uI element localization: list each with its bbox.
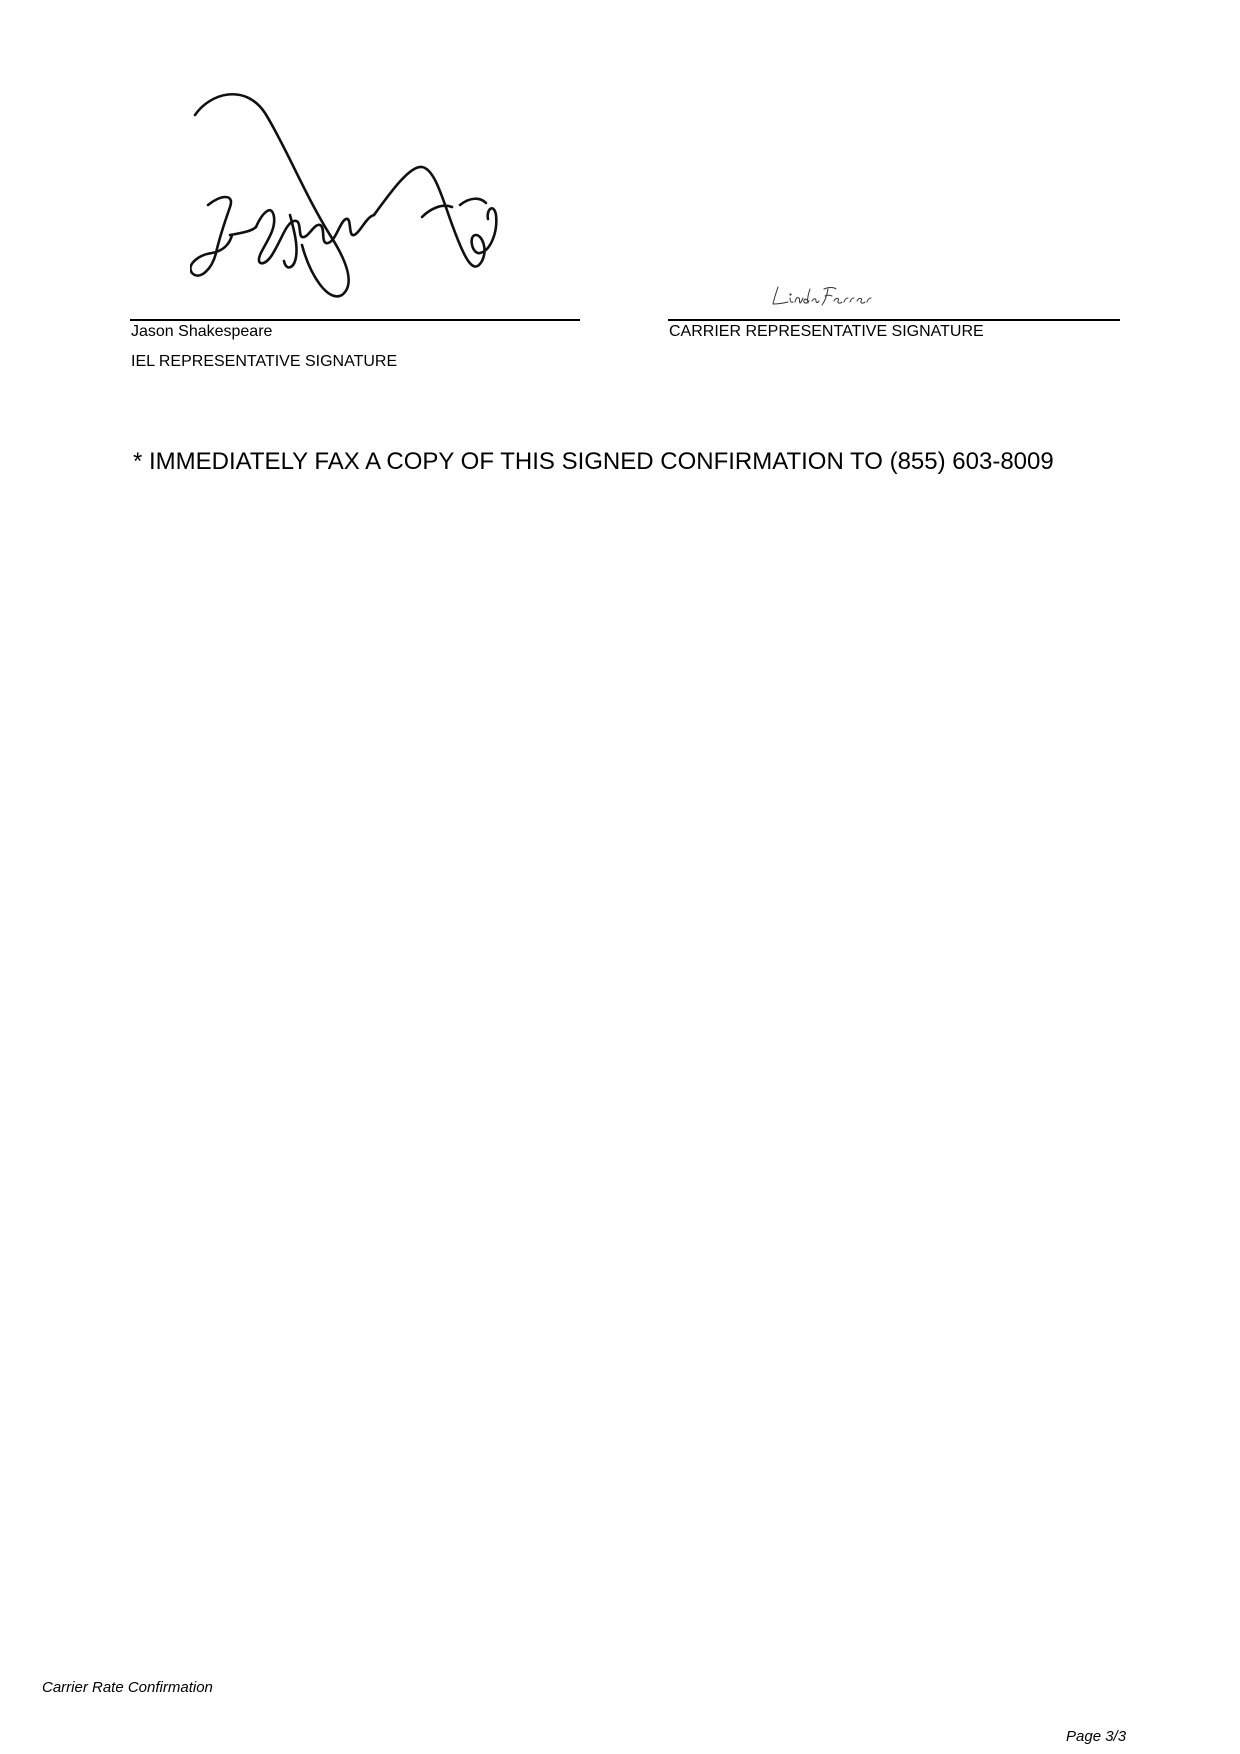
iel-signature-line bbox=[130, 319, 580, 321]
document-title: Carrier Rate Confirmation bbox=[42, 1679, 213, 1696]
iel-signature-title: IEL REPRESENTATIVE SIGNATURE bbox=[131, 353, 398, 370]
carrier-signature-line bbox=[668, 319, 1120, 321]
carrier-signature-title: CARRIER REPRESENTATIVE SIGNATURE bbox=[669, 323, 984, 340]
iel-signature-image bbox=[190, 85, 570, 305]
page-number: Page 3/3 bbox=[1066, 1728, 1127, 1745]
iel-representative-name: Jason Shakespeare bbox=[131, 323, 273, 340]
fax-notice: * IMMEDIATELY FAX A COPY OF THIS SIGNED CONFIRMATION TO (855) 603-8009 bbox=[133, 448, 1054, 475]
carrier-signature-image bbox=[770, 283, 880, 309]
